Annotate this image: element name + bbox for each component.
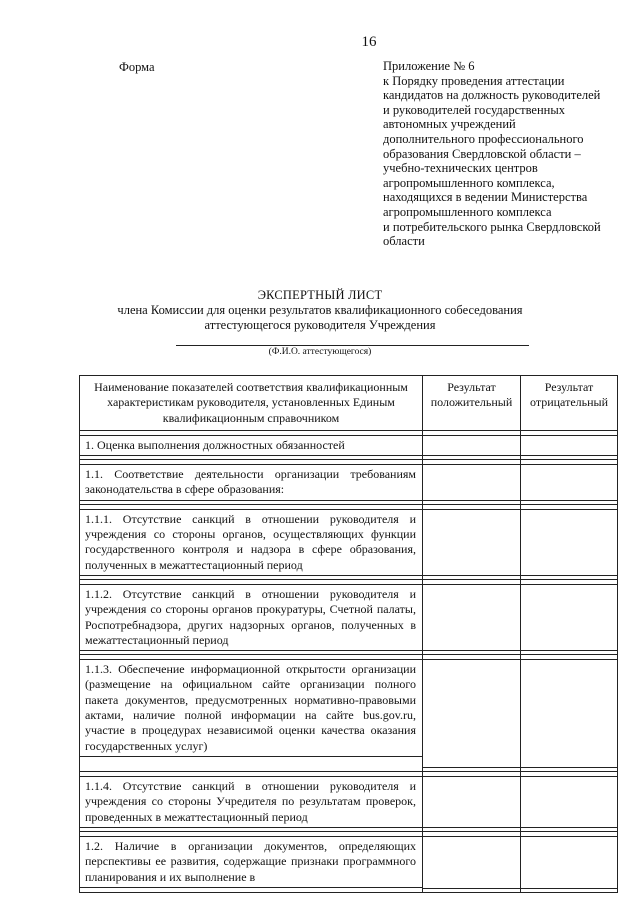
negative-result-cell[interactable]: [521, 430, 618, 459]
positive-result-cell[interactable]: [423, 579, 521, 654]
negative-result-cell[interactable]: [521, 579, 618, 654]
criterion-text: 1.1.2. Отсутствие санкций в отношении руководителя и учреждения со стороны органов прокуратуры, Счетной палаты, Роспотребнадзора, других надзорных органов, полученных в межаттестационный период: [80, 584, 422, 651]
subtitle-line: аттестующегося руководителя Учреждения: [204, 317, 436, 332]
sheet-subtitle: [0, 303, 640, 332]
table-row: [80, 772, 618, 832]
sheet-title: ЭКСПЕРТНЫЙ ЛИСТ: [257, 288, 383, 302]
positive-result-cell[interactable]: [423, 772, 521, 832]
appendix-line: агропромышленного комплекса: [383, 204, 552, 219]
appendix-line: агропромышленного комплекса,: [383, 175, 555, 190]
header-criteria: Наименование показателей соответствия квалификационным характеристикам руководителя, установленных Единым квалификационным справочником: [80, 376, 423, 431]
table-header-row: [80, 376, 618, 431]
table-row: [80, 460, 618, 505]
negative-result-cell[interactable]: [521, 832, 618, 893]
negative-result-cell[interactable]: [521, 655, 618, 772]
appendix-block: [383, 59, 618, 249]
criterion-text: 1.1.3. Обеспечение информационной открытости организации (размещение на официальном сайте организации полного пакета документов, предусмотренных нормативно-правовыми актами, наличие полной информации на сайте bus.gov.ru, участие в процедурах независимой оценки качества оказания государственных услуг): [80, 659, 422, 757]
negative-result-cell[interactable]: [521, 460, 618, 505]
negative-result-cell[interactable]: [521, 772, 618, 832]
criterion-text: 1.1.1. Отсутствие санкций в отношении руководителя и учреждения со стороны органов, осуществляющих функции государственного контроля и надзора в сфере образования, полученных в межаттестационный период: [80, 509, 422, 576]
form-label: Форма: [119, 60, 155, 74]
appendix-line: находящихся в ведении Министерства: [383, 190, 588, 205]
criterion-text: 1.1. Соответствие деятельности организации требованиям законодательства в сфере образования:: [80, 464, 422, 501]
table-row: [80, 832, 618, 893]
negative-result-cell[interactable]: [521, 504, 618, 579]
positive-result-cell[interactable]: [423, 832, 521, 893]
appendix-line: к Порядку проведения аттестации: [383, 73, 565, 88]
header-negative: Результат отрицательный: [521, 376, 618, 431]
positive-result-cell[interactable]: [423, 504, 521, 579]
positive-result-cell[interactable]: [423, 430, 521, 459]
appendix-line: области: [383, 234, 425, 249]
fio-caption: (Ф.И.О. аттестующегося): [268, 347, 372, 357]
criterion-text: 1.2. Наличие в организации документов, определяющих перспективы ее развития, содержащие признаки программного планирования и их выполнение в: [80, 836, 422, 888]
criterion-text: 1.1.4. Отсутствие санкций в отношении руководителя и учреждения со стороны Учредителя по результатам проверок, проведенных в межаттестационный период: [80, 776, 422, 828]
appendix-line: образования Свердловской области –: [383, 146, 581, 161]
subtitle-line: члена Комиссии для оценки результатов квалификационного собеседования: [117, 303, 523, 317]
page-number: 16: [361, 34, 377, 50]
appendix-line: учебно-технических центров: [383, 161, 538, 176]
appendix-line: дополнительного профессионального: [383, 131, 584, 146]
positive-result-cell[interactable]: [423, 655, 521, 772]
criteria-table: [79, 375, 618, 893]
criterion-text: 1. Оценка выполнения должностных обязанностей: [80, 435, 422, 456]
appendix-line: Приложение № 6: [383, 59, 475, 73]
appendix-line: кандидатов на должность руководителей: [383, 88, 601, 103]
appendix-line: и руководителей государственных: [383, 102, 566, 117]
table-row: [80, 504, 618, 579]
appendix-line: автономных учреждений: [383, 117, 516, 132]
table-row: [80, 430, 618, 459]
header-positive: Результат положительный: [423, 376, 521, 431]
table-row: [80, 579, 618, 654]
appendix-line: и потребительского рынка Свердловской: [383, 219, 601, 234]
fio-underline: [176, 345, 529, 346]
table-row: [80, 655, 618, 772]
positive-result-cell[interactable]: [423, 460, 521, 505]
